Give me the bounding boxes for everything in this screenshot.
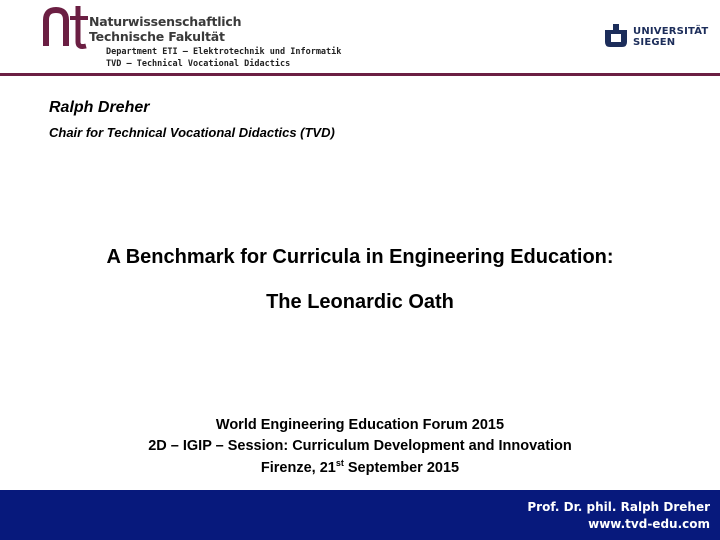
university-siegen-logo-mark: [603, 22, 629, 48]
slide-title: A Benchmark for Curricula in Engineering Education:: [106, 246, 614, 268]
slide-subtitle: The Leonardic Oath: [266, 291, 454, 313]
event-date-suffix: September 2015: [343, 460, 460, 476]
event-date: [0, 460, 720, 476]
faculty-name-line2: Technische Fakultät: [89, 29, 225, 44]
event-date-superscript: st: [335, 458, 344, 469]
footer-presenter: Prof. Dr. phil. Ralph Dreher: [527, 500, 710, 514]
event-date-prefix: Firenze, 21: [260, 460, 336, 476]
header-divider: [0, 73, 720, 76]
footer-website: www.tvd-edu.com: [588, 517, 710, 531]
event-session: 2D – IGIP – Session: Curriculum Development and Innovation: [148, 438, 572, 454]
university-name-line2: SIEGEN: [633, 37, 676, 48]
slide-header: [0, 0, 720, 78]
faculty-name-line1: Naturwissenschaftlich: [89, 14, 242, 29]
author-role: Chair for Technical Vocational Didactics (TVD): [49, 125, 335, 140]
university-name-line1: UNIVERSITÄT: [633, 26, 709, 37]
nt-faculty-logo: [42, 2, 90, 50]
slide-footer: [0, 490, 720, 540]
department-name: Department ETI – Elektrotechnik und Informatik: [106, 47, 342, 57]
department-subunit: TVD – Technical Vocational Didactics: [106, 59, 291, 69]
author-name: Ralph Dreher: [49, 99, 150, 116]
event-name: World Engineering Education Forum 2015: [215, 417, 505, 433]
